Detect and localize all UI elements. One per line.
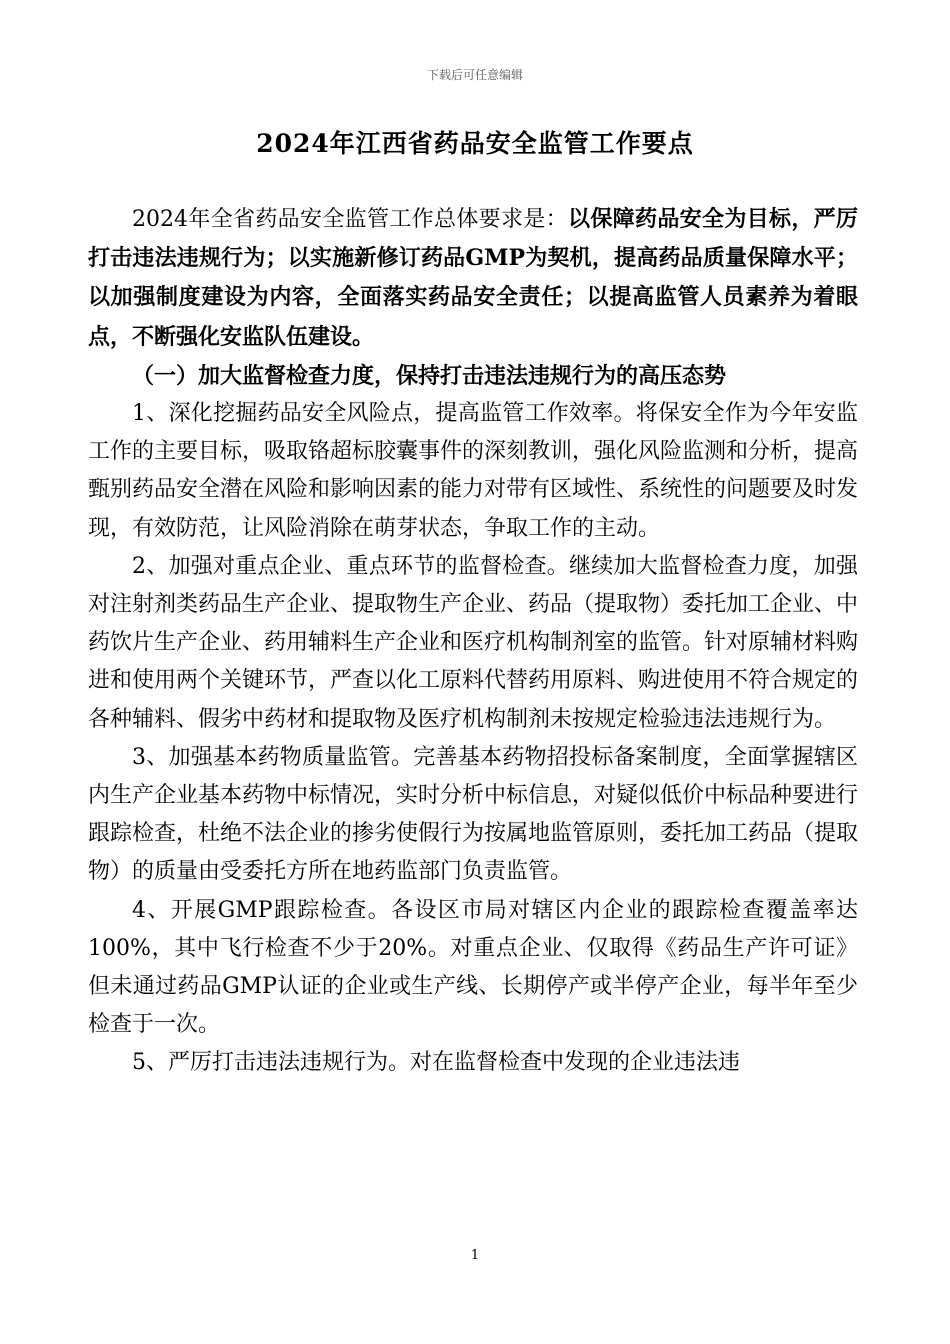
paragraph-item-5: 5、严厉打击违法违规行为。对在监督检查中发现的企业违法违	[132, 1050, 740, 1076]
document-body	[88, 200, 858, 1083]
intro-paragraph	[88, 200, 858, 357]
header-note: 下载后可任意编辑	[426, 68, 523, 82]
paragraph-item-4: 4、开展GMP跟踪检查。各设区市局对辖区内企业的跟踪检查覆盖率达100%，其中飞行检查不少于20%。对重点企业、仅取得《药品生产许可证》但未通过药品GMP认证的企业或生产线、长期停产或半停产企业，每半年至少检查于一次。	[88, 897, 858, 1038]
paragraph-item-1: 1、深化挖掘药品安全风险点，提高监管工作效率。将保安全作为今年安监工作的主要目标，吸取铬超标胶囊事件的深刻教训，强化风险监测和分析，提高甄别药品安全潜在风险和影响因素的能力对带有区域性、系统性的问题要及时发现，有效防范，让风险消除在萌芽状态，争取工作的主动。	[88, 401, 859, 541]
intro-emphasis: 以保障药品安全为目标，严厉打击违法违规行为；以实施新修订药品GMP为契机，提高药品质量保障水平；以加强制度建设为内容，全面落实药品安全责任；以提高监管人员素养为着眼点，不断强化安监队伍建设。	[88, 206, 858, 350]
document-title: 2024年江西省药品安全监管工作要点	[256, 129, 694, 158]
section-heading: （一）加大监督检查力度，保持打击违法违规行为的高压态势	[132, 362, 727, 389]
paragraph-item-2: 2、加强对重点企业、重点环节的监督检查。继续加大监督检查力度，加强对注射剂类药品生产企业、提取物生产企业、药品（提取物）委托加工企业、中药饮片生产企业、药用辅料生产企业和医疗机构制剂室的监管。针对原辅材料购进和使用两个关键环节，严查以化工原料代替药用原料、购进使用不符合规定的各种辅料、假劣中药材和提取物及医疗机构制剂未按规定检验违法违规行为。	[88, 553, 859, 732]
paragraph-item-3: 3、加强基本药物质量监管。完善基本药物招投标备案制度，全面掌握辖区内生产企业基本药物中标情况，实时分析中标信息，对疑似低价中标品种要进行跟踪检查，杜绝不法企业的掺劣使假行为按属地监管原则，委托加工药品（提取物）的质量由受委托方所在地药监部门负责监管。	[88, 744, 859, 885]
page-number: 1	[470, 1248, 480, 1263]
intro-lead: 2024年全省药品安全监管工作总体要求是：	[132, 207, 568, 232]
